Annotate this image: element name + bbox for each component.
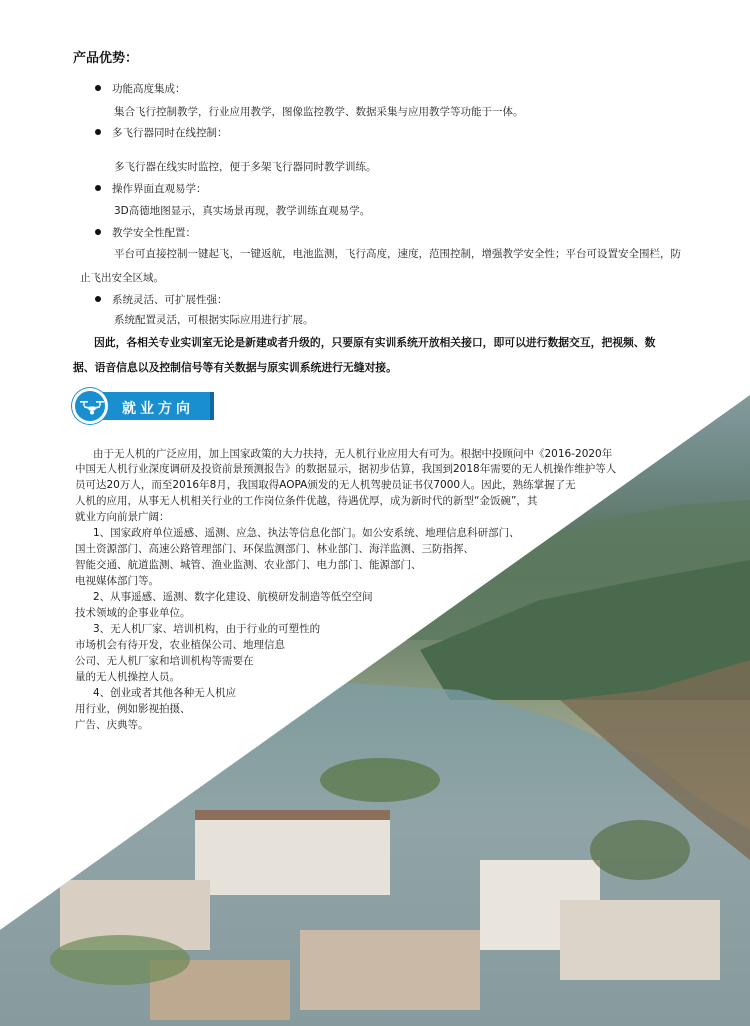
advantage-title: 教学安全性配置： [112, 227, 196, 239]
employment-line: 电视媒体部门等。 [75, 575, 159, 587]
bullet-icon [95, 296, 101, 302]
drone-icon [72, 388, 108, 424]
employment-line: 由于无人机的广泛应用，加上国家政策的大力扶持，无人机行业应用大有可为。根据中投顾问中《2016-2020年 [93, 448, 613, 460]
section-banner [72, 388, 214, 424]
employment-line: 智能交通、航道监测、城管、渔业监测、农业部门、电力部门、能源部门、 [75, 559, 422, 571]
advantage-title: 多飞行器同时在线控制： [112, 127, 228, 139]
employment-line: 用行业，例如影视拍摄、 [75, 703, 191, 715]
advantage-item-1 [95, 81, 186, 96]
advantages-heading: 产品优势： [73, 51, 139, 66]
advantage-item-4 [95, 225, 196, 240]
employment-line: 就业方向前景广阔： [75, 511, 170, 523]
advantage-title: 操作界面直观易学： [112, 183, 207, 195]
advantage-desc: 集合飞行控制教学，行业应用教学，图像监控教学、数据采集与应用教学等功能于一体。 [114, 106, 524, 118]
advantage-desc: 多飞行器在线实时监控，便于多架飞行器同时教学训练。 [114, 161, 377, 173]
bullet-icon [95, 185, 101, 191]
employment-line: 2、从事遥感、遥测、数字化建设、航模研发制造等低空空间 [93, 591, 373, 603]
employment-line: 中国无人机行业深度调研及投资前景预测报告》的数据显示，据初步估算，我国到2018年需要的无人机操作维护等人 [75, 463, 617, 475]
advantage-desc: 平台可直接控制一键起飞，一键返航，电池监测，飞行高度，速度，范围控制，增强教学安全性；平台可设置安全围栏，防 [114, 248, 681, 260]
employment-line: 3、无人机厂家、培训机构，由于行业的可塑性的 [93, 623, 321, 635]
advantage-item-2 [95, 125, 228, 140]
advantage-title: 系统灵活、可扩展性强： [112, 294, 228, 306]
employment-line: 员可达20万人，而至2016年8月，我国取得AOPA颁发的无人机驾驶员证书仅7000人。因此，熟练掌握了无 [75, 479, 576, 491]
employment-line: 公司、无人机厂家和培训机构等需要在 [75, 655, 254, 667]
employment-line: 广告、庆典等。 [75, 719, 149, 731]
employment-line: 4、创业或者其他各种无人机应 [93, 687, 237, 699]
advantages-summary: 因此，各相关专业实训室无论是新建或者升级的，只要原有实训系统开放相关接口，即可以进行数据交互，把视频、数据、语音信息以及控制信号等有关数据与原实训系统进行无缝对接。 [73, 336, 656, 374]
bullet-icon [95, 129, 101, 135]
advantage-desc: 3D高德地图显示，真实场景再现，教学训练直观易学。 [114, 205, 371, 217]
advantage-title: 功能高度集成： [112, 83, 186, 95]
employment-line: 技术领域的企事业单位。 [75, 607, 191, 619]
employment-line: 国土资源部门、高速公路管理部门、环保监测部门、林业部门、海洋监测、三防指挥、 [75, 543, 474, 555]
employment-line: 量的无人机操控人员。 [75, 671, 180, 683]
employment-line: 1、国家政府单位遥感、遥测、应急、执法等信息化部门。如公安系统、地理信息科研部门、 [93, 527, 520, 539]
advantage-desc: 系统配置灵活，可根据实际应用进行扩展。 [114, 314, 314, 326]
advantage-desc-cont: 止飞出安全区域。 [80, 272, 164, 284]
banner-title: 就业方向 [122, 401, 194, 417]
employment-line: 人机的应用，从事无人机相关行业的工作岗位条件优越，待遇优厚，成为新时代的新型“金饭碗”，其 [75, 495, 538, 507]
advantage-item-5 [95, 292, 228, 307]
bullet-icon [95, 85, 101, 91]
employment-line: 市场机会有待开发，农业植保公司、地理信息 [75, 639, 285, 651]
advantage-item-3 [95, 181, 207, 196]
bullet-icon [95, 229, 101, 235]
